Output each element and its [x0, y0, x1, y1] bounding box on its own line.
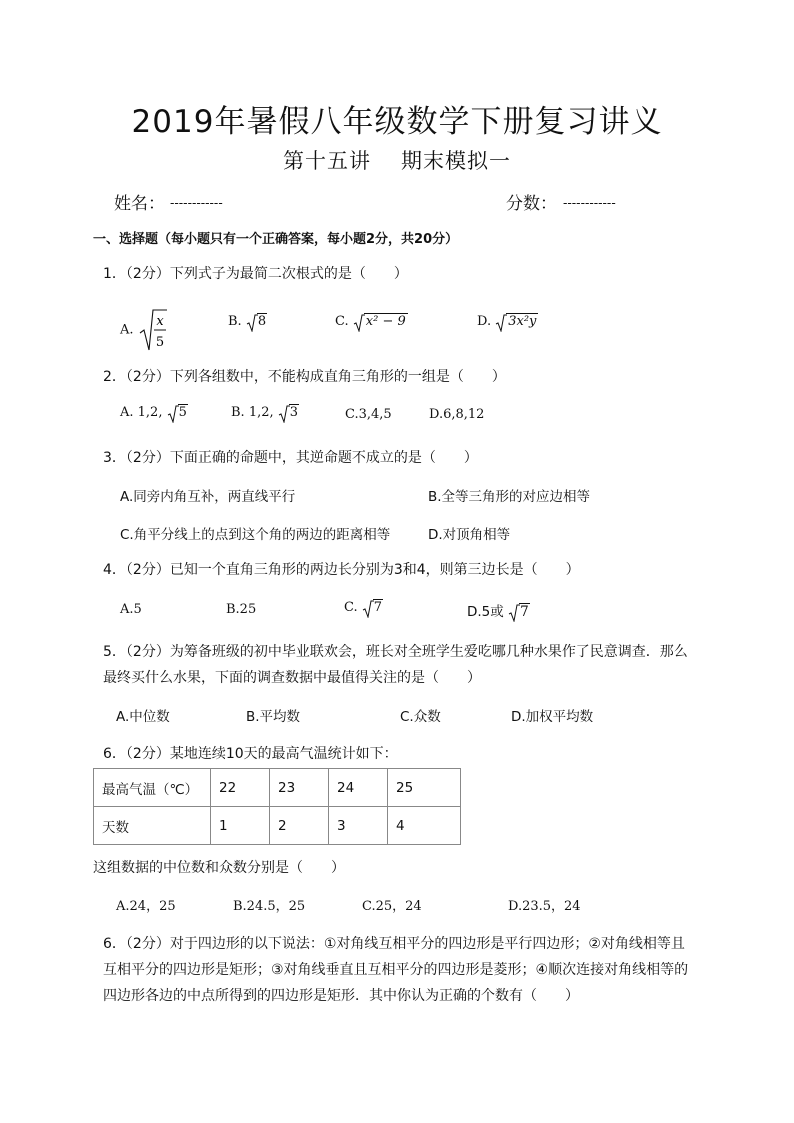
table-cell: 23 — [270, 769, 329, 807]
score-blank: ------------ — [563, 196, 616, 211]
q5-option-a: A.中位数 — [116, 709, 170, 725]
question-4-stem: 4．（2分）已知一个直角三角形的两边长分别为3和4，则第三边长是（ ） — [103, 562, 580, 578]
question-7-line2: 互相平分的四边形是矩形；③对角线垂直且互相平分的四边形是菱形；④顺次连接对角线相等的 — [103, 962, 689, 978]
q1-option-c: C. x² − 9 — [335, 314, 408, 329]
radical-sign-icon — [167, 405, 179, 423]
q3-option-a: A.同旁内角互补，两直线平行 — [120, 489, 296, 505]
table-row — [94, 807, 461, 845]
temperature-table — [93, 768, 461, 845]
question-5-stem-line2: 最终买什么水果，下面的调查数据中最值得关注的是（ ） — [103, 670, 481, 686]
question-7-line3: 四边形各边的中点所得到的四边形是矩形．其中你认为正确的个数有（ ） — [103, 988, 579, 1004]
q5-option-b: B.平均数 — [246, 709, 301, 725]
score-label: 分数： — [506, 194, 557, 214]
question-3-stem: 3．（2分）下面正确的命题中，其逆命题不成立的是（ ） — [103, 450, 478, 466]
q1-a-radical — [138, 306, 168, 354]
table-cell: 22 — [211, 769, 270, 807]
q1-option-b: B. 8 — [228, 314, 267, 329]
table-cell: 天数 — [94, 807, 211, 845]
section-heading: 一、选择题（每小题只有一个正确答案，每小题2分，共20分） — [93, 232, 459, 247]
table-cell: 2 — [270, 807, 329, 845]
q2-option-b: B. 1,2, 3 — [231, 405, 299, 420]
q6-option-a: A.24，25 — [116, 899, 176, 914]
radical-sign-icon — [362, 600, 374, 618]
question-2-stem: 2．（2分）下列各组数中，不能构成直角三角形的一组是（ ） — [103, 369, 506, 385]
radical-sign-icon — [508, 604, 520, 622]
question-6-followup: 这组数据的中位数和众数分别是（ ） — [93, 860, 345, 876]
q6-option-b: B.24.5，25 — [233, 899, 306, 914]
table-cell: 3 — [329, 807, 388, 845]
radical-sign-icon — [495, 314, 507, 332]
q3-option-c: C.角平分线上的点到这个角的两边的距离相等 — [120, 527, 391, 543]
q3-option-d: D.对顶角相等 — [428, 527, 511, 543]
q1-option-a: A. x 5 — [120, 306, 168, 354]
q5-option-c: C.众数 — [400, 709, 441, 725]
svg-text:5: 5 — [155, 335, 164, 350]
question-5-stem-line1: 5．（2分）为筹备班级的初中毕业联欢会，班长对全班学生爱吃哪几种水果作了民意调查．那么 — [103, 644, 688, 660]
q5-option-d: D.加权平均数 — [511, 709, 594, 725]
page-subtitle — [0, 145, 794, 175]
question-7-line1: 6．（2分）对于四边形的以下说法：①对角线互相平分的四边形是平行四边形；②对角线相等且 — [103, 936, 685, 952]
question-1-stem: 1．（2分）下列式子为最简二次根式的是（ ） — [103, 266, 408, 282]
radical-sign-icon — [278, 405, 290, 423]
q1-option-d: D. 3x²y — [477, 314, 538, 329]
q6-option-d: D.23.5，24 — [508, 899, 581, 914]
q4-option-a: A.5 — [120, 602, 142, 617]
svg-text:x: x — [156, 314, 164, 329]
radical-sign-icon — [353, 314, 365, 332]
question-6-stem: 6．（2分）某地连续10天的最高气温统计如下： — [103, 746, 398, 762]
table-cell: 最高气温（℃） — [94, 769, 211, 807]
q2-option-a: A. 1,2, 5 — [120, 405, 188, 420]
radical-sign-icon — [246, 314, 258, 332]
table-cell: 1 — [211, 807, 270, 845]
q2-option-d: D.6,8,12 — [429, 407, 485, 422]
table-cell: 25 — [388, 769, 461, 807]
name-label: 姓名： — [114, 194, 165, 214]
q4-option-c: C. 7 — [344, 600, 383, 615]
page-title: 2019年暑假八年级数学下册复习讲义 — [131, 104, 663, 140]
q2-option-c: C.3,4,5 — [345, 407, 392, 422]
q6-option-c: C.25，24 — [362, 899, 422, 914]
table-row — [94, 769, 461, 807]
q4-option-d: D.5或 7 — [467, 604, 529, 620]
q4-option-b: B.25 — [226, 602, 257, 617]
table-cell: 24 — [329, 769, 388, 807]
q3-option-b: B.全等三角形的对应边相等 — [428, 489, 591, 505]
lecture-number: 第十五讲 — [283, 149, 371, 173]
lecture-topic: 期末模拟一 — [401, 149, 511, 173]
name-blank: ------------ — [170, 196, 223, 211]
table-cell: 4 — [388, 807, 461, 845]
